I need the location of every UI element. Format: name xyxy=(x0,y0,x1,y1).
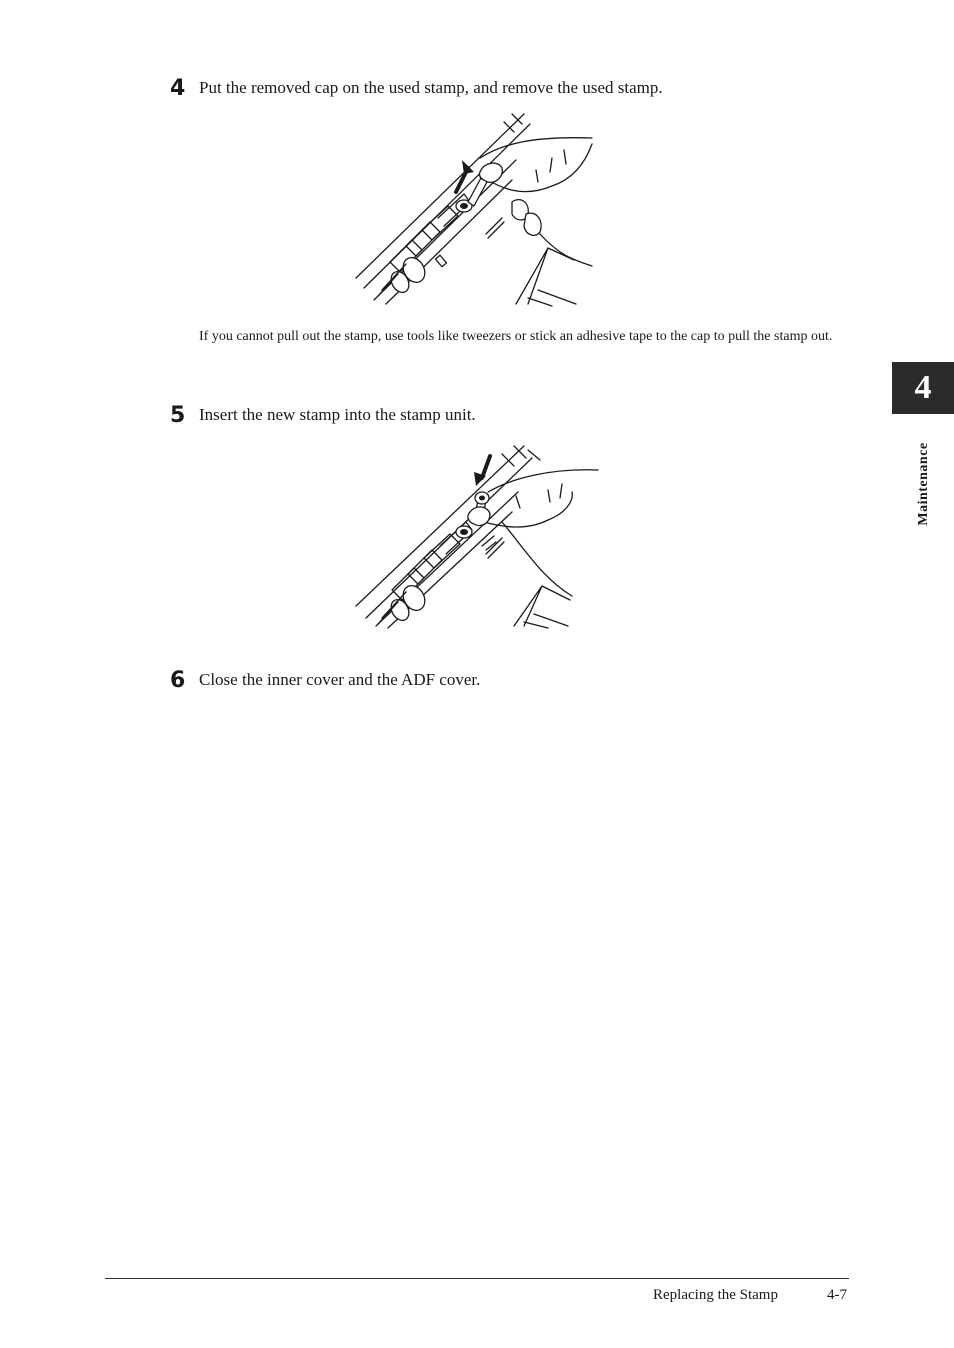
insert-new-stamp-illustration xyxy=(352,438,602,630)
step-4-number: 4 xyxy=(170,76,186,101)
footer-divider xyxy=(105,1278,849,1279)
chapter-label: Maintenance xyxy=(916,442,931,526)
step-5-number: 5 xyxy=(170,403,186,428)
step-4-text: Put the removed cap on the used stamp, and remove the used stamp. xyxy=(199,78,663,97)
step-6-text: Close the inner cover and the ADF cover. xyxy=(199,670,481,689)
step-5-text: Insert the new stamp into the stamp unit. xyxy=(199,405,476,424)
footer-section-title: Replacing the Stamp xyxy=(653,1287,778,1303)
chapter-tab: 4 xyxy=(892,362,954,414)
footer-page-number: 4-7 xyxy=(827,1287,847,1303)
remove-used-stamp-illustration xyxy=(352,110,602,308)
step-6-number: 6 xyxy=(170,668,186,693)
note-text: If you cannot pull out the stamp, use tools like tweezers or stick an adhesive tape to the cap to pull the stamp out. xyxy=(199,329,833,344)
